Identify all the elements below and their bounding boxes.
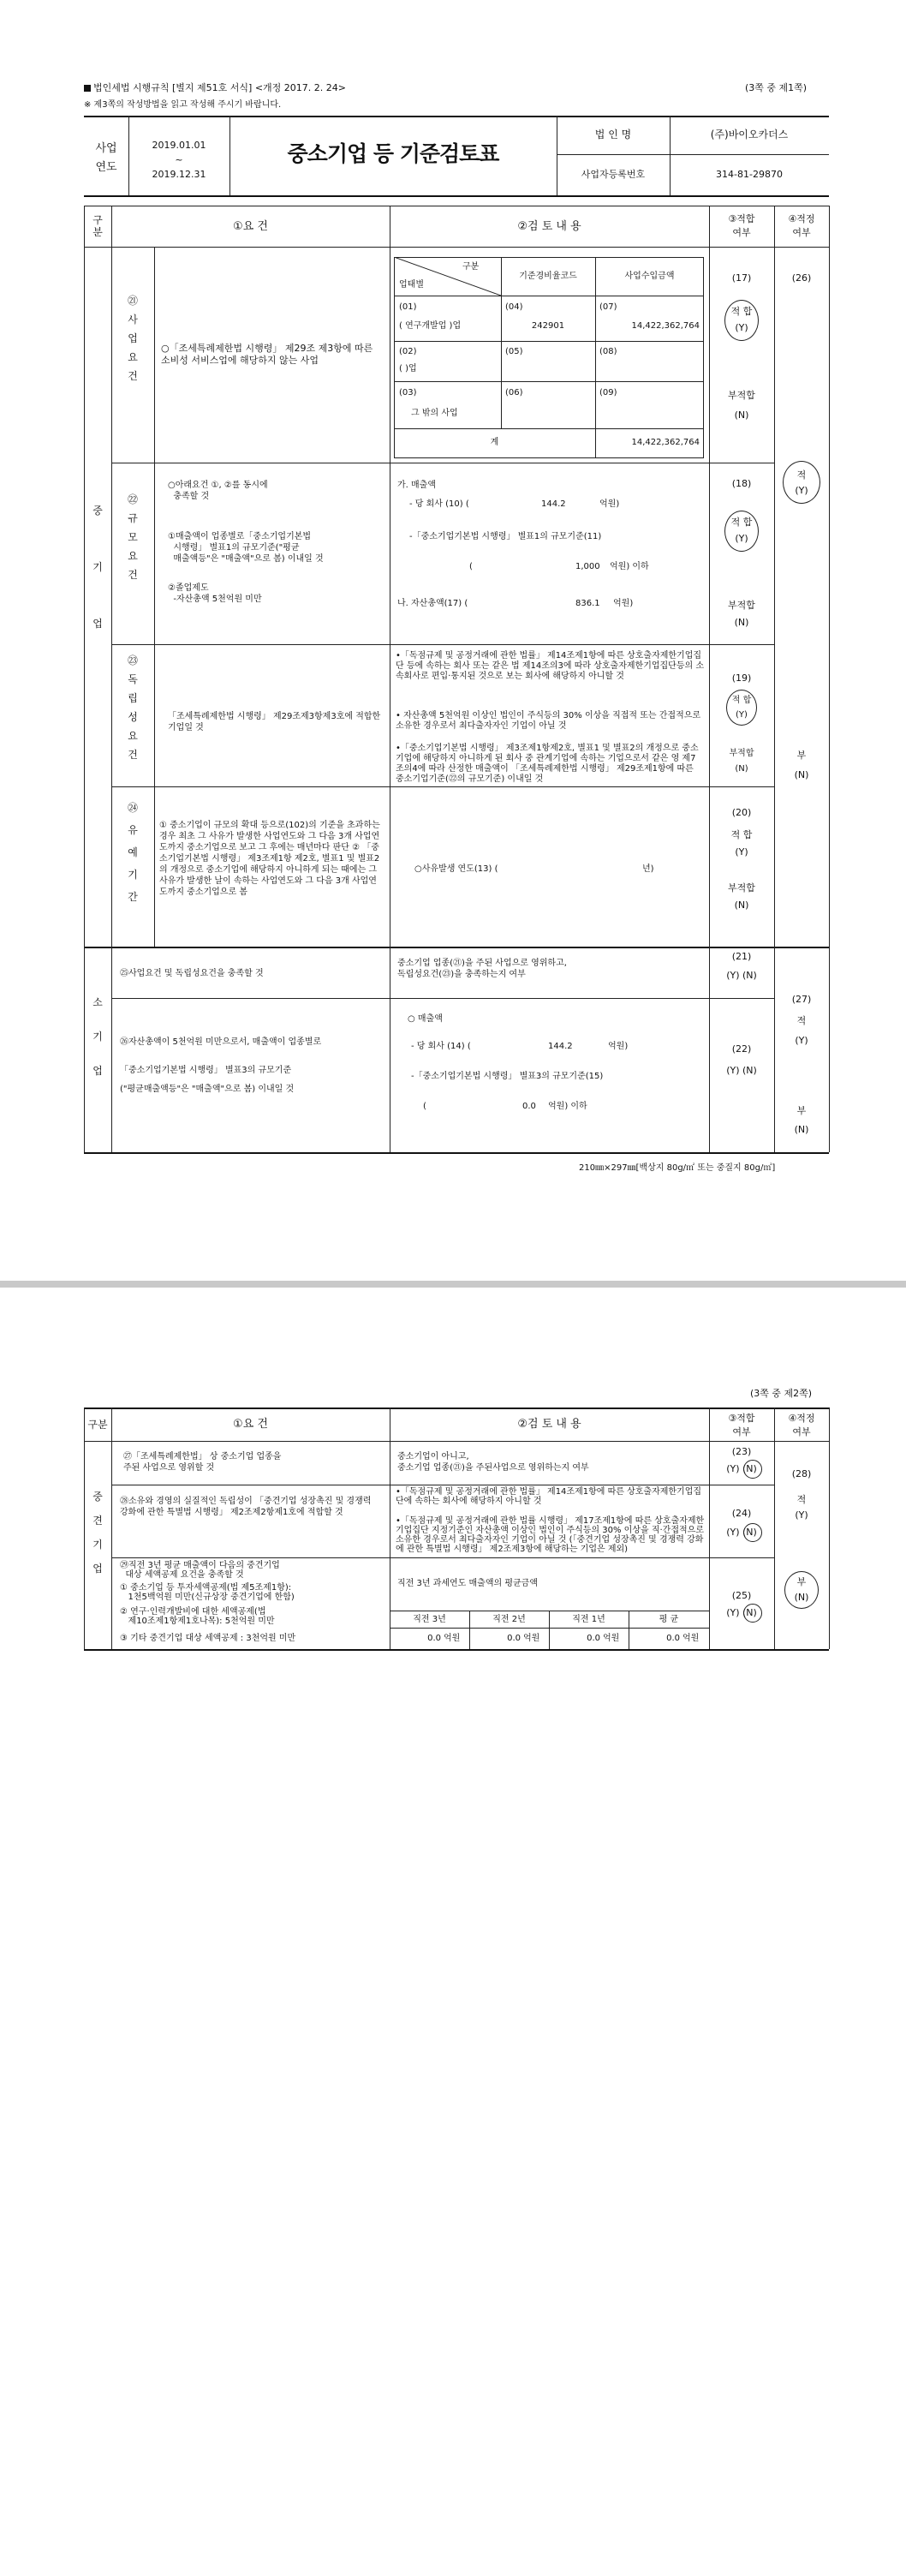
mid-label: 중 견 기 업: [92, 1491, 103, 1575]
small-std-unit: 억원) 이하: [548, 1102, 587, 1111]
square-bullet-icon: [84, 85, 91, 92]
r04-code: 242901: [531, 321, 565, 331]
small-fit: 적: [796, 1015, 807, 1026]
mid-req2: ㉘소유와 경영의 실질적인 독립성이 「중견기업 성장촉진 및 경쟁력 강화에 관한 특별법 시행령」 제2조제2항제1호에 적합할 것: [120, 1497, 372, 1517]
page-number: (3쪽 중 제2쪽): [750, 1388, 813, 1399]
r08-label: (08): [599, 347, 617, 356]
page-title: 중소기업 등 기준검토표: [287, 141, 499, 166]
mid-req3b: ① 중소기업 등 투자세액공제(법 제5조제1항): 1천5백억원 미만(신규상장 중견기업에 한함): [120, 1583, 295, 1602]
paper-spec-footer: 210㎜×297㎜[백상지 80g/㎡ 또는 중질지 80g/㎡]: [579, 1163, 776, 1173]
grace-review-year: 년): [642, 864, 654, 874]
year2-header: 직전 2년: [492, 1615, 526, 1624]
grace-review: ○사유발생 연도(13) (: [414, 864, 498, 874]
scale-std-amount: 1,000: [575, 562, 600, 571]
page-separator: [0, 1281, 906, 1288]
yn25: (Y) (N): [726, 1607, 757, 1618]
mid-fit: 적: [796, 1494, 807, 1505]
yn22: (Y) (N): [726, 1065, 757, 1076]
fit: 적 합: [730, 829, 753, 840]
fit: 적 합: [731, 696, 752, 705]
n23: (23): [731, 1446, 752, 1457]
col-suitable4: ④적정 여부: [788, 1413, 815, 1437]
small-req1: ㉕사업요건 및 독립성요건을 충족할 것: [120, 969, 264, 978]
yn23: (Y) (N): [726, 1463, 757, 1474]
scale-asset-line: 나. 자산총액(17) (: [397, 599, 468, 608]
sme-no-n: (N): [794, 769, 809, 780]
bizno-label: 사업자등록번호: [581, 169, 646, 180]
r05-label: (05): [505, 347, 523, 356]
small-review1: 중소기업 업종(㉑)을 주된 사업으로 영위하고, 독립성요건(㉓)을 충족하는지 여부: [397, 959, 567, 979]
bizno: 314-81-29870: [716, 169, 783, 180]
circle-mark: [743, 1604, 762, 1623]
small-label: 소 기 업: [92, 996, 103, 1077]
unfit: 부적합: [729, 749, 754, 758]
scale-req2: ①매출액이 업종별로「중소기업기본법 시행령」 별표1의 규모기준("평균 매출액등"은 "매출액"으로 봄) 이내일 것: [168, 532, 324, 564]
year3-header: 직전 3년: [413, 1615, 446, 1624]
fit-y: (Y): [735, 846, 748, 858]
unfit: 부적합: [728, 882, 755, 894]
n17: (17): [731, 272, 752, 284]
circle-mark: [743, 1523, 762, 1542]
n19: (19): [731, 672, 752, 684]
page-2: [0, 1336, 906, 2576]
r07-amount: 14,422,362,764: [631, 321, 700, 331]
period-tilde: ~: [175, 154, 183, 165]
yn24: (Y) (N): [726, 1527, 757, 1538]
r02-label: (02): [399, 347, 417, 356]
small-rev-line: - 당 회사 (14) (: [411, 1042, 471, 1051]
unfit-n: (N): [734, 900, 749, 911]
col-gubun: 구 분: [92, 214, 103, 238]
total-label: 계: [490, 438, 499, 447]
mid-req3c: ② 연구·인력개발비에 대한 세액공제(법 제10조제1항제1호나목): 5천억원 미만: [120, 1607, 275, 1626]
n25: (25): [731, 1590, 752, 1601]
total-amount: 14,422,362,764: [631, 438, 700, 447]
circle-mark: [743, 1460, 762, 1479]
small-no: 부: [796, 1105, 807, 1116]
r04-label: (04): [505, 302, 523, 312]
scale-rev-amount: 144.2: [541, 499, 566, 509]
year3-unit: 억원: [444, 1634, 461, 1643]
col-suitable3: ③적합 여부: [728, 1413, 755, 1437]
unfit-n: (N): [735, 764, 748, 774]
scale-asset-amount: 836.1: [575, 599, 600, 608]
period-to: 2019.12.31: [152, 169, 206, 180]
grace-requirement: ① 중소기업이 규모의 확대 등으로(102)의 기준을 초과하는 경우 최초 그 사유가 발생한 사업연도와 그 다음 3개 사업연도까지 중소기업으로 보고 그 후에는 매년마다 판단 ② 「중소기업기본법 시행령」 제3조제1항 제2호, 별표1 및 별표2의 개정으로 중소기업에 해당하지 아니하게 되는 때에는 그 사유가 발생한 날이 속하는 사업연도와 그 다음 3개 사업연도까지 중소기업으로 봄: [159, 821, 380, 897]
yn21: (Y) (N): [726, 970, 757, 981]
small-fit-y: (Y): [795, 1035, 808, 1046]
sme-no: 부: [796, 750, 807, 761]
fit-y: (Y): [735, 322, 748, 333]
table-head-revenue: 사업수입금액: [624, 272, 675, 281]
scale-req1: ○아래요건 ①, ②를 동시에 충족할 것: [168, 481, 268, 501]
r06-label: (06): [505, 388, 523, 397]
scale-rev-line: - 당 회사 (10) (: [409, 499, 469, 509]
mid-no: 부: [796, 1576, 807, 1587]
small-std-open: (: [423, 1102, 426, 1111]
fit-y: (Y): [736, 710, 748, 720]
unfit-n: (N): [734, 409, 749, 421]
corp-name-label: 법 인 명: [594, 129, 632, 140]
period-from: 2019.01.01: [152, 140, 206, 151]
table-head-industry: 업태별: [399, 280, 424, 290]
sme-fit-y: (Y): [795, 485, 808, 496]
avg-header: 평 균: [659, 1615, 679, 1624]
grace-label: ㉔ 유 예 기 간: [127, 802, 138, 903]
small-rev-head: ○ 매출액: [408, 1014, 443, 1024]
r09-label: (09): [599, 388, 617, 397]
mid-req3a: ㉙직전 3년 평균 매출액이 다음의 중견기업 대상 세액공제 요건을 충족할 것: [120, 1561, 280, 1580]
avg-value: 0.0: [666, 1634, 680, 1643]
scale-std-line: -「중소기업기본법 시행령」 별표1의 규모기준(11): [409, 532, 602, 541]
unfit: 부적합: [728, 390, 755, 401]
independence-review1: •「독점규제 및 공정거래에 관한 법률」 제14조제1항에 따른 상호출자제한기업집단 등에 속하는 회사 또는 같은 법 제14조의3에 따라 상호출자제한기업집단등의 소속회사로 편입·통지된 것으로 보는 회사에 해당하지 아니할 것: [396, 651, 704, 681]
business-label: ㉑ 사 업 요 건: [127, 295, 138, 382]
scale-label: ㉒ 규 모 요 건: [127, 493, 138, 581]
n22: (22): [731, 1043, 752, 1055]
n27: (27): [791, 994, 812, 1005]
small-req2c: ("평균매출액등"은 "매출액"으로 봄) 이내일 것: [120, 1085, 295, 1094]
n20: (20): [731, 807, 752, 818]
independence-review2: • 자산총액 5천억원 이상인 법인이 주식등의 30% 이상을 직접적 또는 간접적으로 소유한 경우로서 최다출자자인 기업이 아닐 것: [396, 711, 701, 731]
small-rev-amount: 144.2: [548, 1042, 573, 1051]
col-gubun: 구분: [87, 1419, 108, 1431]
scale-std-open: (: [469, 562, 473, 571]
period-label: 사업 연도: [95, 142, 117, 174]
small-std-amount: 0.0: [522, 1102, 536, 1111]
mid-fit-y: (Y): [795, 1509, 808, 1521]
scale-rev-unit: 억원): [599, 499, 620, 509]
fit: 적 합: [730, 517, 753, 528]
mid-review3: 직전 3년 과세연도 매출액의 평균금액: [397, 1579, 538, 1588]
small-req2a: ㉖자산총액이 5천억원 미만으로서, 매출액이 업종별로: [120, 1037, 322, 1047]
fit: 적 합: [730, 306, 753, 317]
n28: (28): [791, 1468, 812, 1479]
n18: (18): [731, 478, 752, 489]
year2-unit: 억원: [523, 1634, 540, 1643]
mid-req3d: ③ 기타 중견기업 대상 세액공제 : 3천억원 미만: [120, 1634, 296, 1643]
col-suitable4: ④적정 여부: [788, 213, 815, 238]
mid-review2b: •「독점규제 및 공정거래에 관한 법률 시행령」 제17조제1항에 따른 상호출자제한기업집단 지정기준인 자산총액 이상인 법인이 주식등의 30% 이상을 직·간접적으로 소유한 경우로서 최다출자자인 기업이 아닐 것 (「중견기업 성장촉진 및 경쟁력 강화에 관한 특별법 시행령」 제2조제3항에 해당하는 기업은 제외): [396, 1516, 705, 1554]
unfit-n: (N): [734, 617, 749, 628]
small-no-n: (N): [794, 1124, 809, 1135]
sme-fit: 적: [796, 469, 807, 481]
page-number: (3쪽 중 제1쪽): [745, 82, 808, 93]
table-head-gubun: 구분: [462, 262, 480, 272]
fit-y: (Y): [735, 533, 748, 544]
col-review: ②검 토 내 용: [517, 1418, 581, 1431]
notice: ※ 제3쪽의 작성방법을 읽고 작성해 주시기 바랍니다.: [84, 100, 282, 110]
r07-label: (07): [599, 302, 617, 312]
year2-value: 0.0: [507, 1634, 521, 1643]
col-requirement: ①요 건: [233, 1418, 268, 1431]
unfit: 부적합: [728, 600, 755, 611]
mid-req1: ㉗「조세특례제한법」 상 중소기업 업종을 주된 사업으로 영위할 것: [123, 1452, 282, 1473]
legal-basis: 법인세법 시행규칙 [별지 제51호 서식] <개정 2017. 2. 24>: [84, 82, 346, 94]
r03-label: (03): [399, 388, 417, 397]
mid-review2a: •「독점규제 및 공정거래에 관한 법률」 제14조제1항에 따른 상호출자제한기업집단에 속하는 회사에 해당하지 아니할 것: [396, 1487, 702, 1506]
small-rev-unit: 억원): [608, 1042, 629, 1051]
mid-no-n: (N): [794, 1592, 809, 1603]
business-requirement: ○「조세특례제한법 시행령」 제29조 제3항에 따른 소비성 서비스업에 해당하지 않는 사업: [161, 343, 373, 366]
n21: (21): [731, 951, 752, 962]
year3-value: 0.0: [427, 1634, 441, 1643]
r02-name: ( )업: [399, 364, 417, 374]
table-head-code: 기준경비율코드: [519, 272, 577, 281]
circle-mark: [783, 461, 820, 504]
independence-review3: •「중소기업기본법 시행령」 제3조제1항제2호, 별표1 및 별표2의 개정으로 중소기업에 해당하지 아니하게 된 회사 중 관계기업에 속하는 기업으로서 같은 영 제7조의4에 따라 산정한 매출액이 「조세특례제한법 시행령」 제29조제1항에 따른 중소기업기준(㉒의 규모기준) 이내일 것: [396, 744, 699, 784]
n24: (24): [731, 1508, 752, 1519]
col-review: ②검 토 내 용: [517, 220, 581, 233]
col-suitable3: ③적합 여부: [728, 213, 755, 238]
small-std-line: -「중소기업기본법 시행령」 별표3의 규모기준(15): [411, 1072, 604, 1081]
r03-name: 그 밖의 사업: [411, 409, 458, 418]
r01-name: ( 연구개발업 )업: [399, 321, 462, 331]
independence-label: ㉓ 독 립 성 요 건: [127, 654, 138, 761]
scale-rev-head: 가. 매출액: [397, 481, 436, 490]
col-requirement: ①요 건: [233, 220, 268, 233]
mid-review1: 중소기업이 아니고, 중소기업 업종(㉑)을 주된사업으로 영위하는지 여부: [397, 1452, 589, 1473]
year1-value: 0.0: [587, 1634, 600, 1643]
n26: (26): [791, 272, 812, 284]
scale-std-unit: 억원) 이하: [610, 562, 649, 571]
independence-requirement: 「조세특례제한법 시행령」 제29조제3항제3호에 적합한 기업일 것: [168, 712, 381, 732]
sme-label: 중 기 업: [92, 505, 103, 630]
year1-header: 직전 1년: [572, 1615, 605, 1624]
r01-label: (01): [399, 302, 417, 312]
scale-req3: ②졸업제도 -자산총액 5천억원 미만: [168, 583, 262, 604]
corp-name: (주)바이오카더스: [710, 129, 789, 140]
page-1: [0, 0, 906, 1234]
avg-unit: 억원: [682, 1634, 700, 1643]
scale-asset-unit: 억원): [613, 599, 634, 608]
year1-unit: 억원: [603, 1634, 620, 1643]
small-req2b: 「중소기업기본법 시행령」 별표3의 규모기준: [120, 1066, 292, 1075]
